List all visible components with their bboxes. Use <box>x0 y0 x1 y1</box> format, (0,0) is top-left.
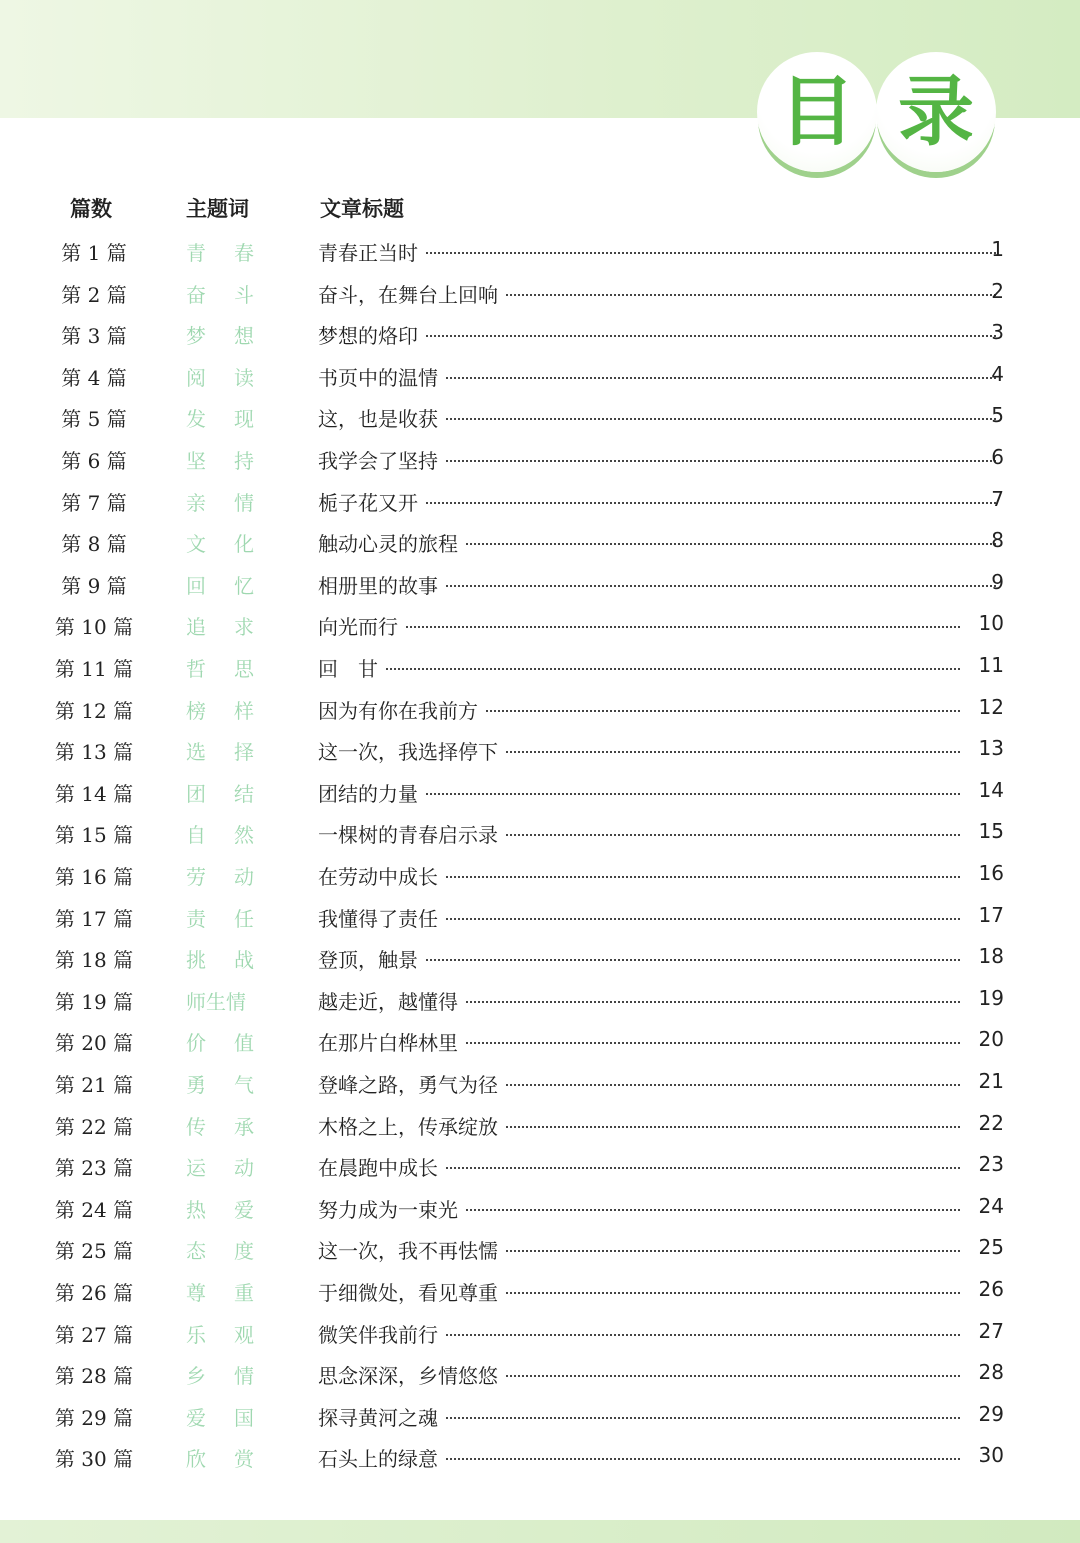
toc-row[interactable] <box>0 1319 1080 1359</box>
theme-keyword-char: 春 <box>234 241 254 265</box>
article-title: 我懂得了责任 <box>318 906 438 931</box>
article-title: 探寻黄河之魂 <box>318 1405 438 1430</box>
chapter-number: 第 26 篇 <box>54 1281 134 1305</box>
article-title: 相册里的故事 <box>318 573 438 598</box>
dot-leader <box>426 959 960 961</box>
article-title: 登顶，触景 <box>318 948 418 973</box>
article-title: 因为有你在我前方 <box>318 698 478 723</box>
chapter-number: 第 1 篇 <box>61 241 127 265</box>
theme-keyword <box>186 237 254 266</box>
article-entry <box>318 1111 968 1140</box>
theme-keyword-char: 爱 <box>186 1405 206 1430</box>
article-title: 回 甘 <box>318 657 378 681</box>
theme-keyword-char: 思 <box>234 657 254 681</box>
article-entry <box>318 1069 968 1098</box>
title-char: 录 <box>898 67 974 156</box>
theme-keyword <box>186 1111 254 1140</box>
article-entry <box>318 1360 968 1389</box>
dot-leader <box>506 751 960 753</box>
theme-keyword-char: 挑 <box>186 948 206 973</box>
dot-leader <box>506 294 996 296</box>
chapter-number: 第 20 篇 <box>54 1031 134 1056</box>
theme-keyword-char: 情 <box>234 1364 254 1389</box>
page-number: 14 <box>978 777 1004 802</box>
page-number: 17 <box>978 902 1004 927</box>
article-entry <box>318 695 968 724</box>
toc-row[interactable] <box>0 1402 1080 1442</box>
toc-row[interactable] <box>0 528 1080 568</box>
page-number: 4 <box>991 361 1004 386</box>
dot-leader <box>506 1084 960 1086</box>
article-entry <box>318 1235 968 1264</box>
theme-keyword-char: 样 <box>234 698 254 723</box>
theme-keyword-char: 回 <box>186 573 206 598</box>
article-title: 越走近，越懂得 <box>318 989 458 1014</box>
theme-keyword-char: 想 <box>234 324 254 349</box>
dot-leader <box>506 834 960 836</box>
theme-keyword <box>186 736 254 765</box>
theme-keyword-char: 价 <box>186 1031 206 1056</box>
dot-leader <box>446 460 996 462</box>
toc-row[interactable] <box>0 1360 1080 1400</box>
dot-leader <box>506 1126 960 1128</box>
dot-leader <box>446 377 996 379</box>
theme-keyword <box>186 1069 254 1098</box>
toc-row[interactable] <box>0 1194 1080 1234</box>
article-title: 团结的力量 <box>318 781 418 806</box>
theme-keyword-char: 梦 <box>186 324 206 349</box>
theme-keyword <box>186 1319 254 1348</box>
theme-keyword-char: 求 <box>234 615 254 640</box>
chapter-number: 第 2 篇 <box>61 282 127 307</box>
dot-leader <box>426 335 996 337</box>
theme-keyword-char: 情 <box>234 490 254 515</box>
theme-keyword-char: 现 <box>234 407 254 432</box>
dot-leader <box>446 1334 960 1336</box>
toc-row[interactable] <box>0 1277 1080 1317</box>
page-number: 30 <box>978 1443 1004 1468</box>
dot-leader <box>466 543 996 545</box>
article-title: 向光而行 <box>318 615 398 640</box>
theme-keyword-char: 乡 <box>186 1364 206 1389</box>
theme-keyword-char: 勇 <box>186 1073 206 1097</box>
theme-keyword-char: 忆 <box>234 573 254 598</box>
page-number: 24 <box>978 1193 1004 1218</box>
theme-keyword-char: 赏 <box>234 1447 254 1472</box>
theme-keyword-char: 追 <box>186 615 206 640</box>
article-entry <box>318 445 1004 474</box>
theme-keyword <box>186 1027 254 1056</box>
header-num: 篇数 <box>70 197 112 221</box>
theme-keyword <box>186 487 254 516</box>
article-entry <box>318 1443 968 1472</box>
article-entry <box>318 237 1004 266</box>
chapter-number: 第 27 篇 <box>54 1322 134 1347</box>
dot-leader <box>506 1250 960 1252</box>
header-keyword: 主题词 <box>186 197 249 221</box>
theme-keyword-char: 选 <box>186 740 206 765</box>
theme-keyword <box>186 403 254 432</box>
toc-row[interactable] <box>0 944 1080 984</box>
theme-keyword-char: 传 <box>186 1114 206 1139</box>
toc-row[interactable] <box>0 570 1080 610</box>
toc-row[interactable] <box>0 1443 1080 1483</box>
page-number: 19 <box>978 985 1004 1010</box>
chapter-number: 第 8 篇 <box>61 532 127 557</box>
dot-leader <box>386 668 960 670</box>
page-number: 20 <box>978 1027 1004 1052</box>
chapter-number: 第 22 篇 <box>54 1114 134 1139</box>
theme-keyword-char: 战 <box>234 948 254 973</box>
article-title: 在晨跑中成长 <box>318 1156 438 1181</box>
chapter-number: 第 9 篇 <box>61 573 127 598</box>
theme-keyword-char: 持 <box>234 449 254 473</box>
article-entry <box>318 1319 968 1348</box>
page-number: 26 <box>978 1277 1004 1301</box>
toc-row[interactable] <box>0 362 1080 402</box>
page-number: 5 <box>991 403 1004 428</box>
theme-keyword <box>186 1443 254 1472</box>
article-title: 在那片白桦林里 <box>318 1031 458 1056</box>
dot-leader <box>506 1375 960 1377</box>
theme-keyword <box>186 279 254 308</box>
theme-keyword <box>186 653 254 682</box>
chapter-number: 第 13 篇 <box>54 740 134 765</box>
toc-row[interactable] <box>0 1069 1080 1109</box>
article-title: 石头上的绿意 <box>318 1447 438 1472</box>
chapter-number: 第 14 篇 <box>54 781 134 806</box>
article-entry <box>318 986 968 1015</box>
toc-row[interactable] <box>0 778 1080 818</box>
article-entry <box>318 1027 968 1056</box>
theme-keyword <box>186 903 254 932</box>
page-number: 27 <box>978 1318 1004 1343</box>
theme-keyword-char: 劳 <box>186 865 206 889</box>
theme-keyword <box>186 570 254 599</box>
article-entry <box>318 1152 968 1181</box>
chapter-number: 第 11 篇 <box>54 657 134 681</box>
chapter-number: 第 12 篇 <box>54 698 134 723</box>
article-entry <box>318 1277 968 1306</box>
dot-leader <box>446 876 960 878</box>
theme-keyword-char: 热 <box>186 1197 206 1222</box>
article-entry <box>318 861 968 890</box>
article-entry <box>318 570 1004 599</box>
page-number: 1 <box>991 237 1004 261</box>
theme-keyword-char: 然 <box>234 823 254 848</box>
article-title: 微笑伴我前行 <box>318 1322 438 1347</box>
chapter-number: 第 6 篇 <box>61 449 127 473</box>
page-number: 15 <box>978 819 1004 844</box>
theme-keyword-char: 亲 <box>186 490 206 515</box>
toc-row[interactable] <box>0 403 1080 443</box>
theme-keyword-char: 观 <box>234 1322 254 1347</box>
page-number: 11 <box>978 653 1004 677</box>
dot-leader <box>486 710 960 712</box>
theme-keyword <box>186 1235 254 1264</box>
chapter-number: 第 5 篇 <box>61 407 127 432</box>
article-title: 青春正当时 <box>318 241 418 265</box>
dot-leader <box>446 1167 960 1169</box>
theme-keyword-char: 化 <box>234 532 254 557</box>
theme-keyword-char: 择 <box>234 740 254 765</box>
article-title: 书页中的温情 <box>318 365 438 390</box>
article-title: 一棵树的青春启示录 <box>318 823 498 848</box>
title-badge-mu <box>757 52 877 172</box>
toc-row[interactable] <box>0 279 1080 319</box>
theme-keyword-char: 度 <box>234 1239 254 1264</box>
chapter-number: 第 29 篇 <box>54 1405 134 1430</box>
theme-keyword-char: 爱 <box>234 1197 254 1222</box>
theme-keyword-char: 重 <box>234 1281 254 1305</box>
article-entry <box>318 944 968 973</box>
article-entry <box>318 1402 968 1431</box>
theme-keyword-char: 值 <box>234 1031 254 1056</box>
article-title: 木格之上，传承绽放 <box>318 1114 498 1139</box>
chapter-number: 第 18 篇 <box>54 948 134 973</box>
page-number: 16 <box>978 861 1004 885</box>
chapter-number: 第 24 篇 <box>54 1197 134 1222</box>
theme-keyword <box>186 1194 254 1223</box>
dot-leader <box>406 626 960 628</box>
toc-row[interactable] <box>0 320 1080 360</box>
article-title: 于细微处，看见尊重 <box>318 1281 498 1305</box>
theme-keyword-char: 动 <box>234 1156 254 1181</box>
toc-row[interactable] <box>0 1027 1080 1067</box>
theme-keyword-char: 青 <box>186 241 206 265</box>
title-char: 目 <box>779 67 855 156</box>
article-entry <box>318 778 968 807</box>
page-number: 9 <box>991 569 1004 594</box>
dot-leader <box>446 585 996 587</box>
article-entry <box>318 653 968 682</box>
dot-leader <box>446 1417 960 1419</box>
dot-leader <box>426 793 960 795</box>
theme-keyword <box>186 528 254 557</box>
theme-keyword <box>186 986 254 1015</box>
dot-leader <box>446 918 960 920</box>
theme-keyword-char: 欣 <box>186 1447 206 1472</box>
toc-row[interactable] <box>0 986 1080 1026</box>
theme-keyword-char: 责 <box>186 906 206 931</box>
page-number: 18 <box>978 944 1004 969</box>
chapter-number: 第 30 篇 <box>54 1447 134 1472</box>
chapter-number: 第 7 篇 <box>61 490 127 515</box>
page-number: 12 <box>978 694 1004 719</box>
theme-keyword <box>186 1402 254 1431</box>
theme-keyword-char: 阅 <box>186 365 206 390</box>
page-number: 28 <box>978 1360 1004 1385</box>
theme-keyword-char: 奋 <box>186 282 206 307</box>
article-title: 在劳动中成长 <box>318 865 438 889</box>
theme-keyword <box>186 320 254 349</box>
page-number: 3 <box>991 320 1004 345</box>
theme-keyword-char: 读 <box>234 365 254 390</box>
toc-row[interactable] <box>0 1111 1080 1151</box>
article-title: 奋斗，在舞台上回响 <box>318 282 498 307</box>
theme-keyword <box>186 445 254 474</box>
toc-row[interactable] <box>0 695 1080 735</box>
header-article: 文章标题 <box>320 197 404 221</box>
toc-row[interactable] <box>0 487 1080 527</box>
chapter-number: 第 23 篇 <box>54 1156 134 1181</box>
article-entry <box>318 819 968 848</box>
chapter-number: 第 16 篇 <box>54 865 134 889</box>
article-entry <box>318 403 1004 432</box>
theme-keyword-char: 任 <box>234 906 254 931</box>
article-entry <box>318 528 1004 557</box>
article-title: 登峰之路，勇气为径 <box>318 1073 498 1097</box>
article-entry <box>318 736 968 765</box>
theme-keyword-char: 尊 <box>186 1281 206 1305</box>
theme-keyword-char: 文 <box>186 532 206 557</box>
article-entry <box>318 320 1004 349</box>
toc-row[interactable] <box>0 1152 1080 1192</box>
theme-keyword-char: 动 <box>234 865 254 889</box>
bottom-banner <box>0 1520 1080 1543</box>
page-number: 8 <box>991 528 1004 553</box>
title-badge-lu <box>876 52 996 172</box>
toc-row[interactable] <box>0 903 1080 943</box>
article-title: 努力成为一束光 <box>318 1197 458 1222</box>
article-title: 这一次，我不再怯懦 <box>318 1239 498 1264</box>
page-number: 13 <box>978 736 1004 761</box>
theme-keyword-char: 气 <box>234 1073 254 1097</box>
theme-keyword-char: 承 <box>234 1114 254 1139</box>
theme-keyword-char: 乐 <box>186 1322 206 1347</box>
theme-keyword-char: 运 <box>186 1156 206 1181</box>
chapter-number: 第 28 篇 <box>54 1364 134 1389</box>
article-entry <box>318 279 1004 308</box>
theme-keyword-char: 团 <box>186 781 206 806</box>
theme-keyword-char: 哲 <box>186 657 206 681</box>
page-number: 2 <box>991 278 1004 303</box>
page-number: 7 <box>991 486 1004 511</box>
article-entry <box>318 362 1004 391</box>
toc-row[interactable] <box>0 819 1080 859</box>
dot-leader <box>426 502 996 504</box>
page-number: 23 <box>978 1152 1004 1177</box>
toc-row[interactable] <box>0 653 1080 693</box>
dot-leader <box>466 1001 960 1003</box>
theme-keyword-char: 师生情 <box>186 989 246 1014</box>
toc-row[interactable] <box>0 237 1080 277</box>
theme-keyword <box>186 861 254 890</box>
article-title: 这，也是收获 <box>318 407 438 432</box>
dot-leader <box>466 1042 960 1044</box>
toc-row[interactable] <box>0 445 1080 485</box>
theme-keyword-char: 发 <box>186 407 206 432</box>
theme-keyword <box>186 1277 254 1306</box>
dot-leader <box>426 252 996 254</box>
chapter-number: 第 25 篇 <box>54 1239 134 1264</box>
article-title: 栀子花又开 <box>318 490 418 515</box>
theme-keyword-char: 坚 <box>186 449 206 473</box>
dot-leader <box>446 1458 960 1460</box>
toc-row[interactable] <box>0 611 1080 651</box>
theme-keyword <box>186 944 254 973</box>
theme-keyword-char: 国 <box>234 1405 254 1430</box>
chapter-number: 第 4 篇 <box>61 365 127 390</box>
dot-leader <box>506 1292 960 1294</box>
table-header <box>0 193 1080 225</box>
theme-keyword-char: 自 <box>186 823 206 848</box>
chapter-number: 第 3 篇 <box>61 324 127 349</box>
chapter-number: 第 19 篇 <box>54 989 134 1014</box>
theme-keyword <box>186 611 254 640</box>
page-number: 6 <box>991 445 1004 469</box>
theme-keyword-char: 斗 <box>234 282 254 307</box>
theme-keyword <box>186 1152 254 1181</box>
article-entry <box>318 611 968 640</box>
article-title: 梦想的烙印 <box>318 324 418 349</box>
article-title: 这一次，我选择停下 <box>318 740 498 765</box>
page-number: 10 <box>978 611 1004 636</box>
theme-keyword <box>186 819 254 848</box>
page-number: 25 <box>978 1235 1004 1260</box>
dot-leader <box>466 1209 960 1211</box>
chapter-number: 第 17 篇 <box>54 906 134 931</box>
chapter-number: 第 10 篇 <box>54 615 134 640</box>
dot-leader <box>446 418 996 420</box>
theme-keyword <box>186 1360 254 1389</box>
theme-keyword-char: 态 <box>186 1239 206 1264</box>
chapter-number: 第 15 篇 <box>54 823 134 848</box>
toc-row[interactable] <box>0 861 1080 901</box>
theme-keyword <box>186 362 254 391</box>
article-entry <box>318 1194 968 1223</box>
page-number: 22 <box>978 1110 1004 1135</box>
article-entry <box>318 903 968 932</box>
toc-row[interactable] <box>0 1235 1080 1275</box>
theme-keyword <box>186 778 254 807</box>
page-number: 29 <box>978 1401 1004 1426</box>
article-entry <box>318 487 1004 516</box>
theme-keyword <box>186 695 254 724</box>
toc-row[interactable] <box>0 736 1080 776</box>
theme-keyword-char: 榜 <box>186 698 206 723</box>
theme-keyword-char: 结 <box>234 781 254 806</box>
article-title: 思念深深，乡情悠悠 <box>318 1364 498 1389</box>
article-title: 我学会了坚持 <box>318 449 438 473</box>
article-title: 触动心灵的旅程 <box>318 532 458 557</box>
chapter-number: 第 21 篇 <box>54 1073 134 1097</box>
page-number: 21 <box>978 1069 1004 1093</box>
